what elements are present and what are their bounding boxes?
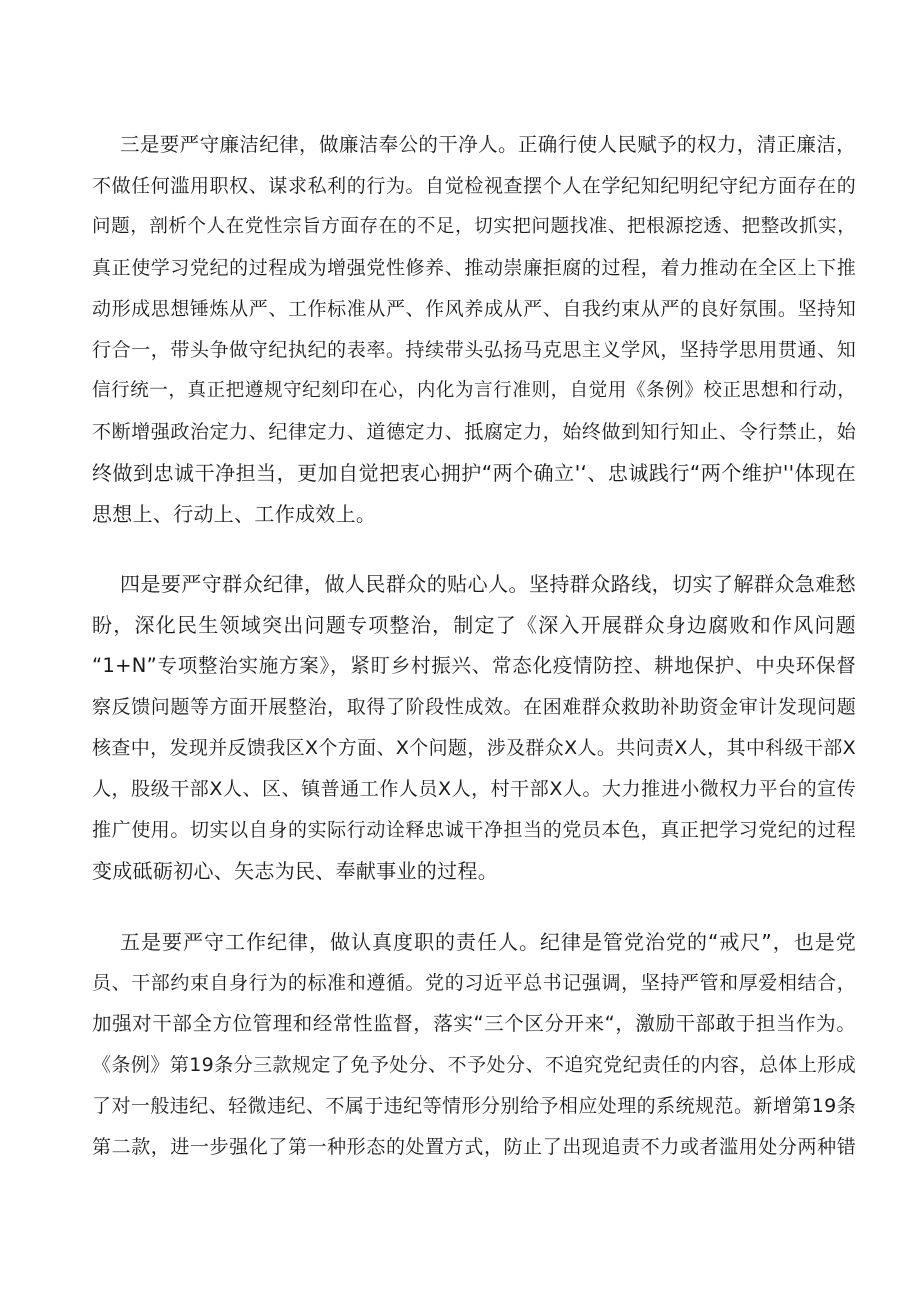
text-line: 《条例》第19条分三款规定了免予处分、不予处分、不追究党纪责任的内容，总体上形成 (92, 1054, 856, 1076)
text-line: 真正使学习党纪的过程成为增强党性修养、推动崇廉拒腐的过程，着力推动在全区上下推 (92, 257, 856, 279)
text-line: 了对一般违纪、轻微违纪、不属于违纪等情形分别给予相应处理的系统规范。新增第19条 (92, 1095, 856, 1117)
text-line: 不断增强政治定力、纪律定力、道德定力、抵腐定力，始终做到知行知止、令行禁止，始 (92, 421, 856, 443)
text-line: 动形成思想锤炼从严、工作标准从严、作风养成从严、自我约束从严的良好氛围。坚持知 (92, 298, 856, 320)
text-line: 员、干部约束自身行为的标准和遵循。党的习近平总书记强调，坚持严管和厚爱相结合， (92, 972, 856, 994)
text-line: 四是要严守群众纪律，做人民群众的贴心人。坚持群众路线，切实了解群众急难愁 (120, 572, 856, 596)
text-line: 盼，深化民生领域突出问题专项整治，制定了《深入开展群众身边腐败和作风问题 (92, 613, 856, 637)
text-line: 人，股级干部X人、区、镇普通工作人员X人，村干部X人。大力推进小微权力平台的宣传 (92, 778, 856, 800)
text-line: 第二款，进一步强化了第一种形态的处置方式，防止了出现追责不力或者滥用处分两种错 (92, 1136, 856, 1158)
text-line: 加强对干部全方位管理和经常性监督，落实“三个区分开来“，激励干部敢于担当作为。 (92, 1012, 856, 1035)
text-line: 核查中，发现并反馈我区X个方面、X个问题，涉及群众X人。共问责X人，其中科级干部X (92, 737, 856, 759)
text-line: 推广使用。切实以自身的实际行动诠释忠诚干净担当的党员本色，真正把学习党纪的过程 (92, 819, 856, 841)
text-line: 问题，剖析个人在党性宗旨方面存在的不足，切实把问题找准、把根源挖透、把整改抓实， (92, 216, 856, 237)
text-line: 五是要严守工作纪律，做认真度职的责任人。纪律是管党治党的“戒尺”，也是党 (120, 930, 856, 954)
text-line: 终做到忠诚干净担当，更加自觉把衷心拥护“两个确立'‘、忠诚践行“两个维护''体现在 (92, 461, 856, 485)
text-line: “1+N”专项整治实施方案》，紧盯乡村振兴、常态化疫情防控、耕地保护、中央环保督 (92, 654, 856, 677)
text-line: 不做任何滥用职权、谋求私利的行为。自觉检视查摆个人在学纪知纪明纪守纪方面存在的 (92, 175, 856, 197)
text-line: 察反馈问题等方面开展整治，取得了阶段性成效。在困难群众救助补助资金审计发现问题 (92, 696, 856, 718)
text-line: 思想上、行动上、工作成效上。 (92, 502, 377, 526)
text-line: 行合一，带头争做守纪执纪的表率。持续带头弘扬马克思主义学风，坚持学思用贯通、知 (92, 339, 856, 361)
text-line: 三是要严守廉洁纪律，做廉洁奉公的干净人。正确行使人民赋予的权力，清正廉洁， (120, 133, 856, 156)
text-line: 信行统一，真正把遵规守纪刻印在心，内化为言行准则，自觉用《条例》校正思想和行动， (92, 380, 856, 401)
text-line: 变成砥砺初心、矢志为民、奉献事业的过程。 (92, 859, 498, 883)
